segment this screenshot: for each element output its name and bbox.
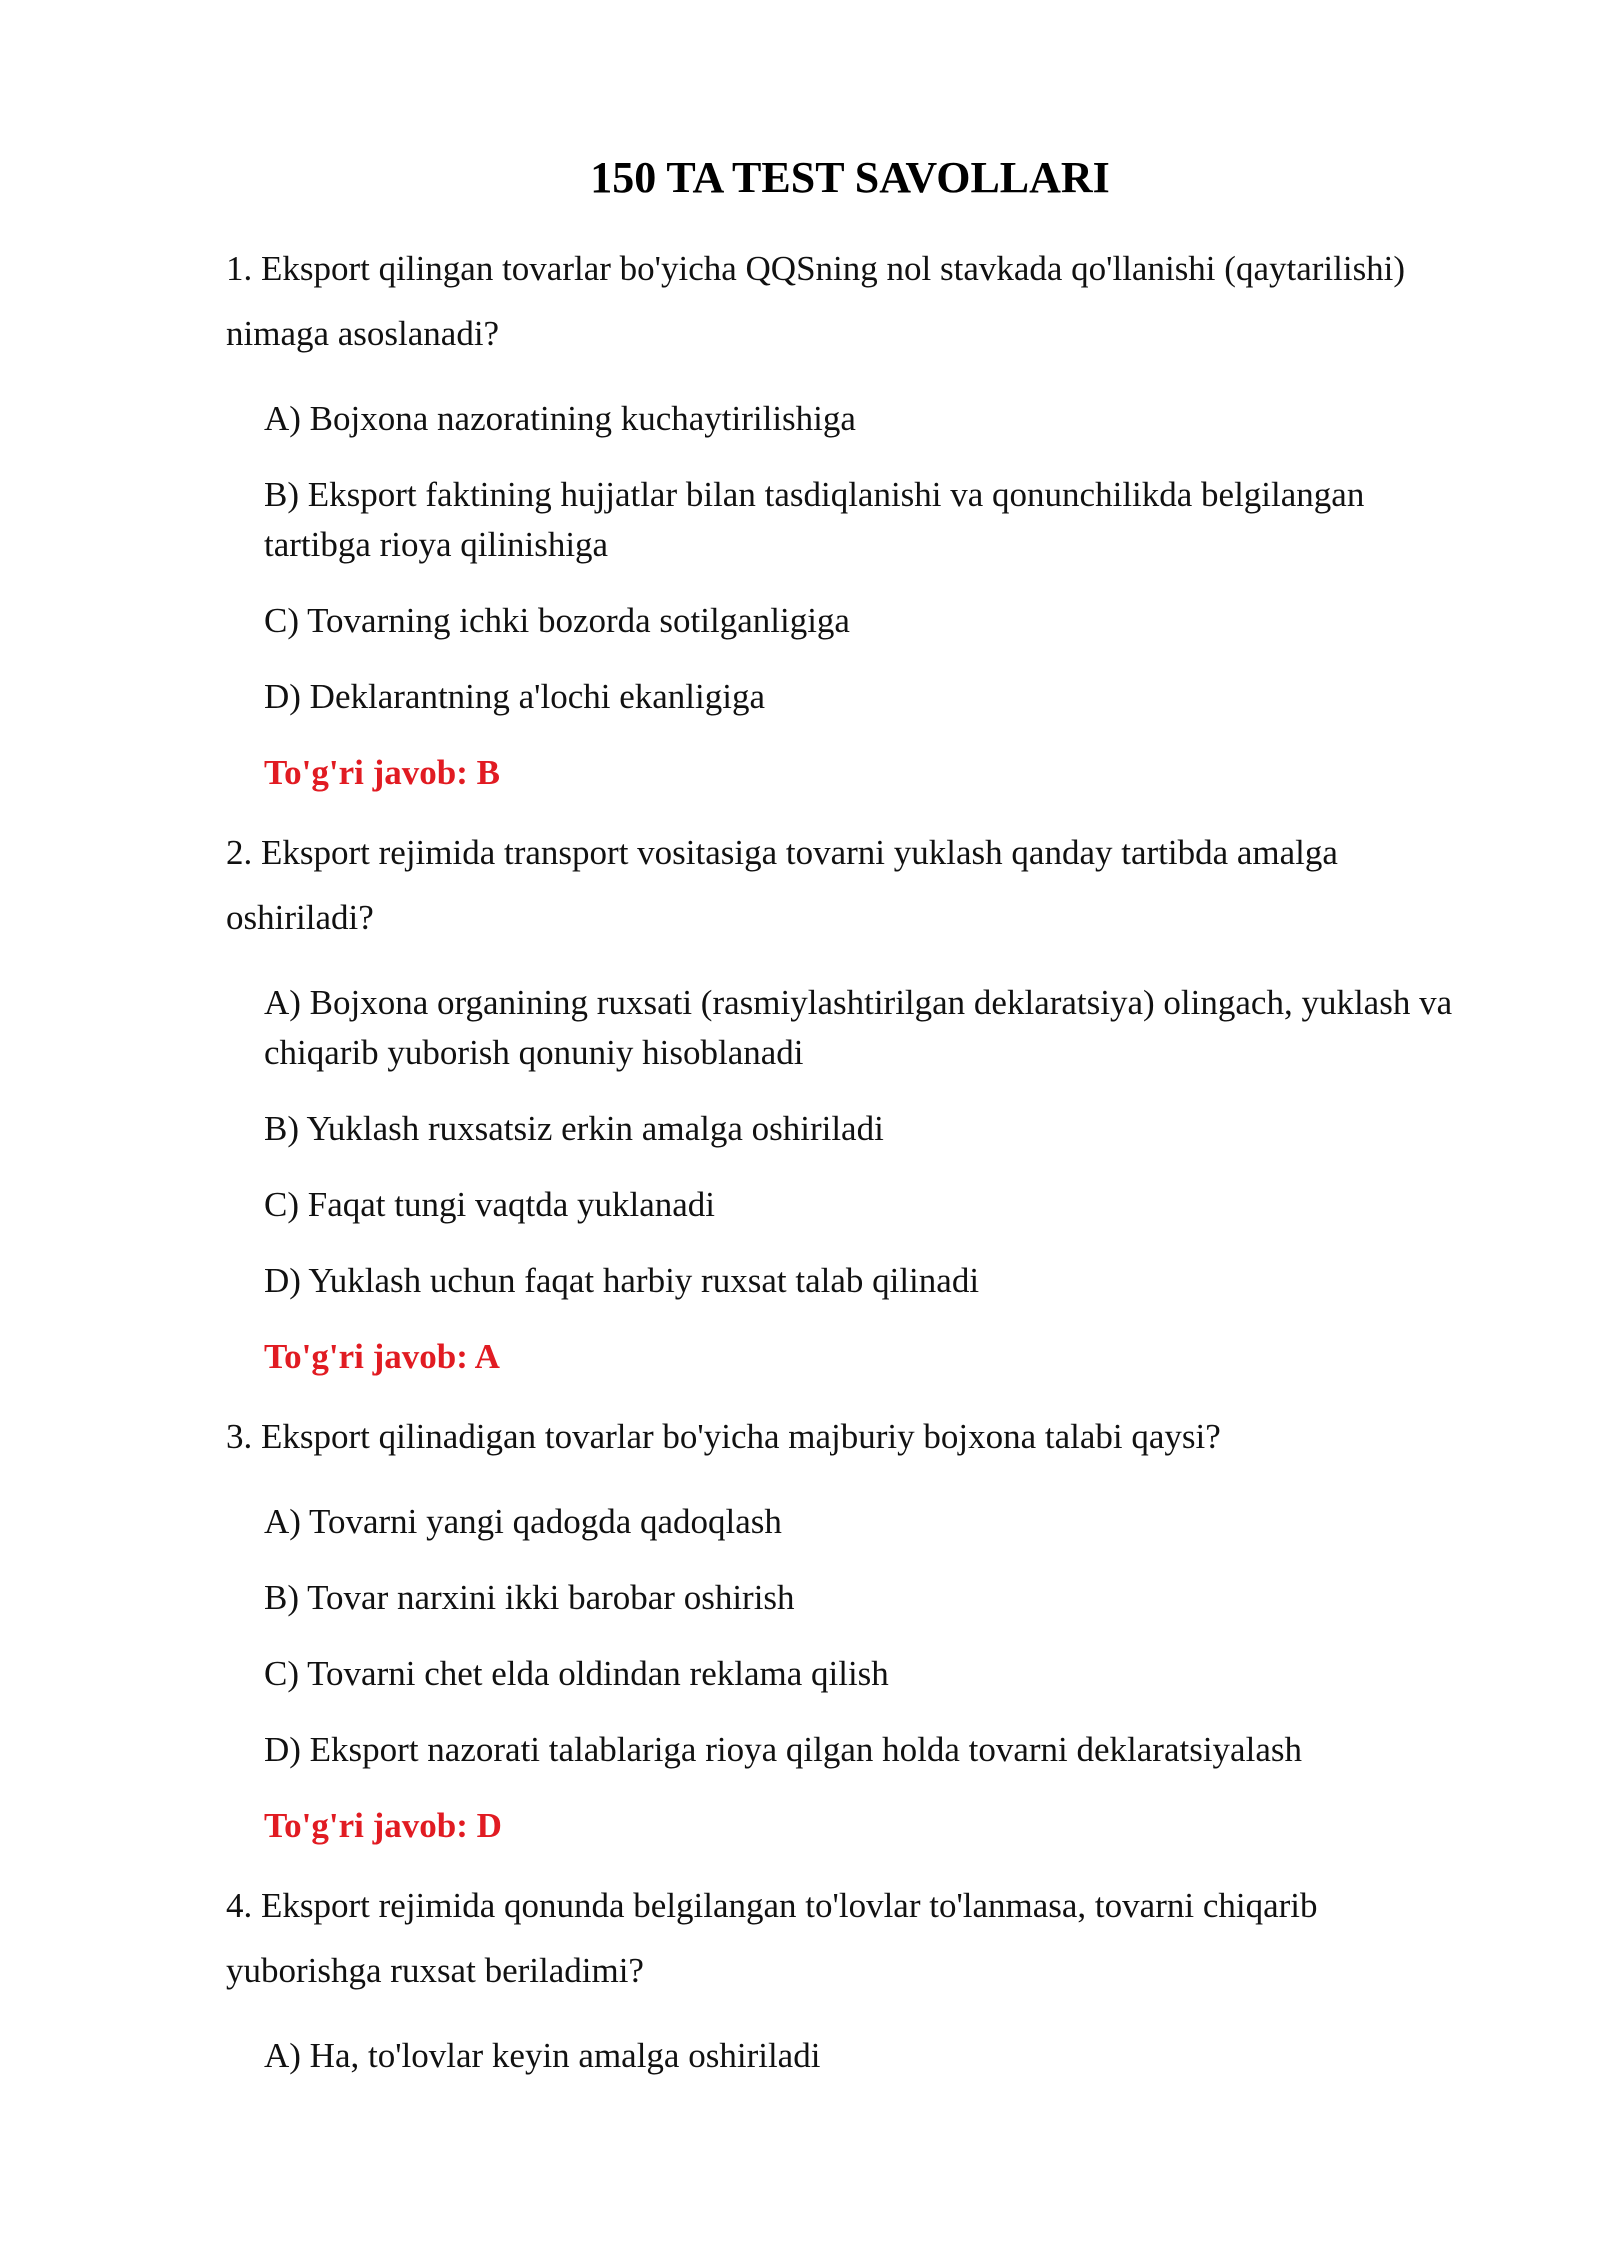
question-1-text: 1. Eksport qilingan tovarlar bo'yicha QQSning nol stavkada qo'llanishi (qaytarilishi) nimaga asoslanadi?: [226, 249, 1406, 353]
question-1-option-a: A) Bojxona nazoratining kuchaytirilishiga: [264, 399, 856, 438]
question-4-text: 4. Eksport rejimida qonunda belgilangan to'lovlar to'lanmasa, tovarni chiqarib yuborishga ruxsat beriladimi?: [226, 1886, 1318, 1990]
question-1-option-c: C) Tovarning ichki bozorda sotilganligiga: [264, 601, 850, 640]
question-1-option-d: D) Deklarantning a'lochi ekanligiga: [264, 677, 765, 716]
question-2-answer: To'g'ri javob: A: [264, 1337, 500, 1376]
question-3-option-d: D) Eksport nazorati talablariga rioya qilgan holda tovarni deklaratsiyalash: [264, 1730, 1302, 1769]
document-title: 150 TA TEST SAVOLLARI: [590, 153, 1110, 202]
question-3-text: 3. Eksport qilinadigan tovarlar bo'yicha majburiy bojxona talabi qaysi?: [226, 1417, 1221, 1456]
question-1-answer: To'g'ri javob: B: [264, 753, 500, 792]
question-3-option-a: A) Tovarni yangi qadogda qadoqlash: [264, 1502, 782, 1541]
question-2-option-a: A) Bojxona organining ruxsati (rasmiylashtirilgan deklaratsiya) olingach, yuklash va chiqarib yuborish qonuniy hisoblanadi: [264, 983, 1453, 1072]
question-3-answer: To'g'ri javob: D: [264, 1806, 502, 1845]
question-3-option-c: C) Tovarni chet elda oldindan reklama qilish: [264, 1654, 889, 1693]
question-3-option-b: B) Tovar narxini ikki barobar oshirish: [264, 1578, 795, 1617]
question-2-option-c: C) Faqat tungi vaqtda yuklanadi: [264, 1185, 716, 1224]
question-2-option-d: D) Yuklash uchun faqat harbiy ruxsat talab qilinadi: [264, 1261, 980, 1300]
question-4-option-a: A) Ha, to'lovlar keyin amalga oshiriladi: [264, 2036, 821, 2075]
question-2-option-b: B) Yuklash ruxsatsiz erkin amalga oshiriladi: [264, 1109, 884, 1148]
question-2-text: 2. Eksport rejimida transport vositasiga tovarni yuklash qanday tartibda amalga oshiriladi?: [226, 833, 1338, 937]
question-1-option-b: B) Eksport faktining hujjatlar bilan tasdiqlanishi va qonunchilikda belgilangan tartibga rioya qilinishiga: [264, 475, 1365, 564]
